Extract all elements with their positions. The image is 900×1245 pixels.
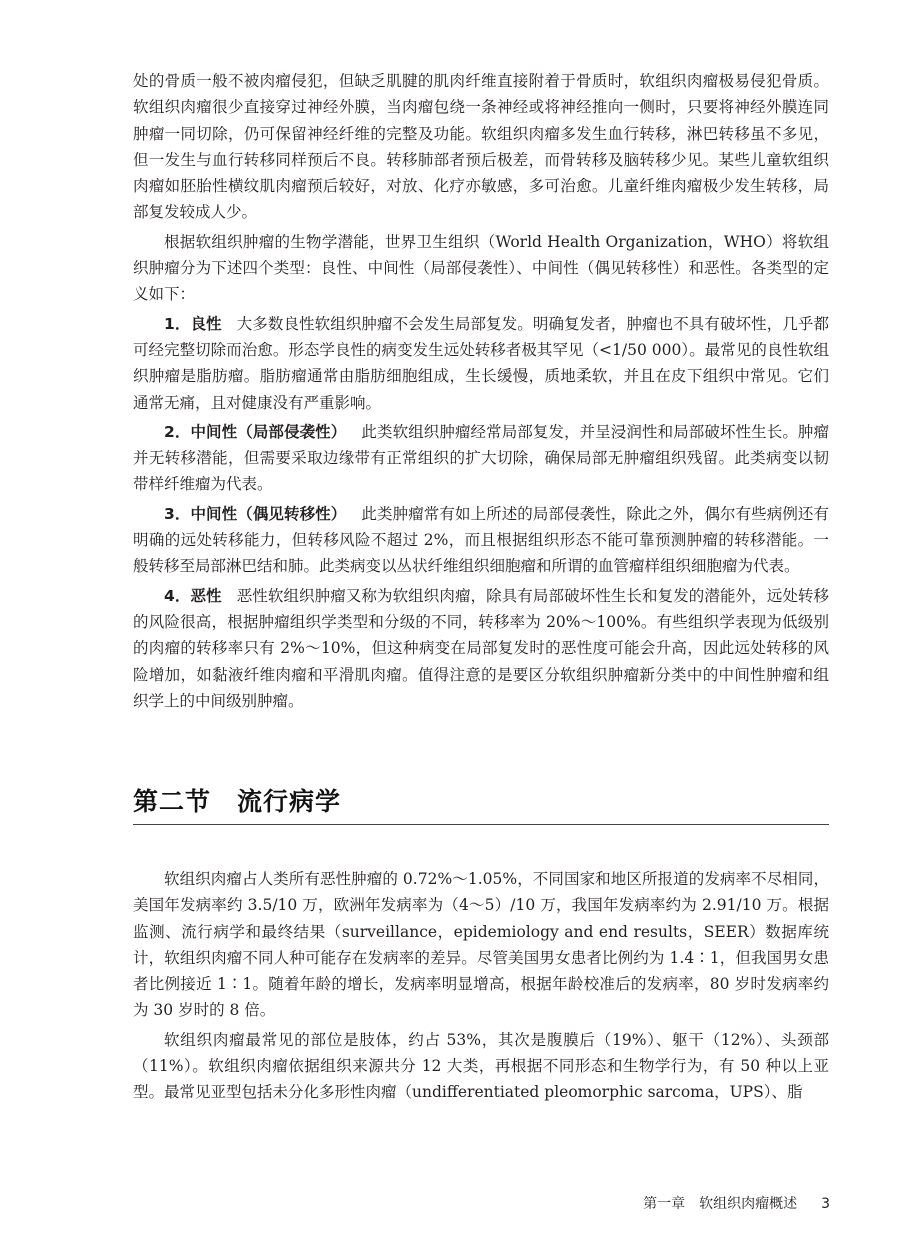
paragraph-text: 恶性软组织肿瘤又称为软组织肉瘤，除具有局部破坏性生长和复发的潜能外，远处转移的风险很高，根据肿瘤组织学类型和分级的不同，转移率为 20%～100%。有些组织学表现为低级别的肉瘤的转移率只有 2%～10%，但这种病变在局部复发时的恶性度可能会升高，因此远处转移的风险增加，如黏液纤维肉瘤和平滑肌肉瘤。值得注意的是要区分软组织肿瘤新分类中的中间性肿瘤和组织学上的中间级别肿瘤。 <box>133 586 829 710</box>
paragraph <box>133 68 829 226</box>
paragraph-text: 软组织肉瘤占人类所有恶性肿瘤的 0.72%～1.05%，不同国家和地区所报道的发病率不尽相同，美国年发病率约 3.5/10 万，欧洲年发病率为（4～5）/10 万，我国年发病率约为 2.91/10 万。根据监测、流行病学和最终结果（surveillance，epidemiology and end results，SEER）数据库统计，软组织肉瘤不同人种可能存在发病率的差异。尽管美国男女患者比例约为 1.4∶1，但我国男女患者比例接近 1∶1。随着年龄的增长，发病率明显增高，根据年龄校准后的发病率，80 岁时发病率约为 30 岁时的 8 倍。 <box>133 870 829 1020</box>
footer-chapter: 第一章 软组织肉瘤概述 <box>643 1196 798 1212</box>
page-footer <box>560 1193 830 1213</box>
item-heading: 1．良性 <box>164 314 222 333</box>
item-heading: 3．中间性（偶见转移性） <box>164 504 347 523</box>
page-number: 3 <box>821 1196 830 1212</box>
item-heading: 2．中间性（局部侵袭性） <box>164 422 347 441</box>
paragraph-text: 处的骨质一般不被肉瘤侵犯，但缺乏肌腱的肌肉纤维直接附着于骨质时，软组织肉瘤极易侵犯骨质。软组织肉瘤很少直接穿过神经外膜，当肉瘤包绕一条神经或将神经推向一侧时，只要将神经外膜连同肿瘤一同切除，仍可保留神经纤维的完整及功能。软组织肉瘤多发生血行转移，淋巴转移虽不多见，但一发生与血行转移同样预后不良。转移肺部者预后极差，而骨转移及脑转移少见。某些儿童软组织肉瘤如胚胎性横纹肌肉瘤预后较好，对放、化疗亦敏感，多可治愈。儿童纤维肉瘤极少发生转移，局部复发较成人少。 <box>133 72 829 222</box>
section-number: 第二节 <box>133 787 212 816</box>
paragraph <box>133 866 829 1024</box>
paragraph-text: 软组织肉瘤最常见的部位是肢体，约占 53%，其次是腹膜后（19%）、躯干（12%）、头颈部（11%）。软组织肉瘤依据组织来源共分 12 大类，再根据不同形态和生物学行为，有 50 种以上亚型。最常见亚型包括未分化多形性肉瘤（undifferentiated pleomorphic sarcoma，UPS）、脂 <box>133 1030 829 1102</box>
paragraph-text: 大多数良性软组织肿瘤不会发生局部复发。明确复发者，肿瘤也不具有破坏性，几乎都可经完整切除而治愈。形态学良性的病变发生远处转移者极其罕见（<1/50 000）。最常见的良性软组织肿瘤是脂肪瘤。脂肪瘤通常由脂肪细胞组成，生长缓慢，质地柔软，并且在皮下组织中常见。它们通常无痛，且对健康没有严重影响。 <box>133 314 829 412</box>
paragraph-text: 此类软组织肿瘤经常局部复发，并呈浸润性和局部破坏性生长。肿瘤并无转移潜能，但需要采取边缘带有正常组织的扩大切除，确保局部无肿瘤组织残留。此类病变以韧带样纤维瘤为代表。 <box>133 422 829 494</box>
paragraph-item-malignant <box>133 583 829 714</box>
item-heading: 4．恶性 <box>164 586 222 605</box>
paragraph <box>133 1027 829 1106</box>
paragraph-text: 根据软组织肿瘤的生物学潜能，世界卫生组织（World Health Organization，WHO）将软组织肿瘤分为下述四个类型：良性、中间性（局部侵袭性）、中间性（偶见转移性）和恶性。各类型的定义如下： <box>133 232 829 304</box>
paragraph <box>133 229 829 308</box>
section-heading <box>133 782 829 825</box>
section-title: 流行病学 <box>237 787 342 816</box>
paragraph-item-intermediate-locally <box>133 419 829 498</box>
paragraph-text: 此类肿瘤常有如上所述的局部侵袭性，除此之外，偶尔有些病例还有明确的远处转移能力，但转移风险不超过 2%，而且根据组织形态不能可靠预测肿瘤的转移潜能。一般转移至局部淋巴结和肺。此类病变以丛状纤维组织细胞瘤和所谓的血管瘤样组织细胞瘤为代表。 <box>133 504 829 576</box>
paragraph-item-benign <box>133 311 829 416</box>
paragraph-item-intermediate-rarely <box>133 501 829 580</box>
body-text-bottom <box>133 866 829 1109</box>
body-text-top <box>133 68 829 717</box>
